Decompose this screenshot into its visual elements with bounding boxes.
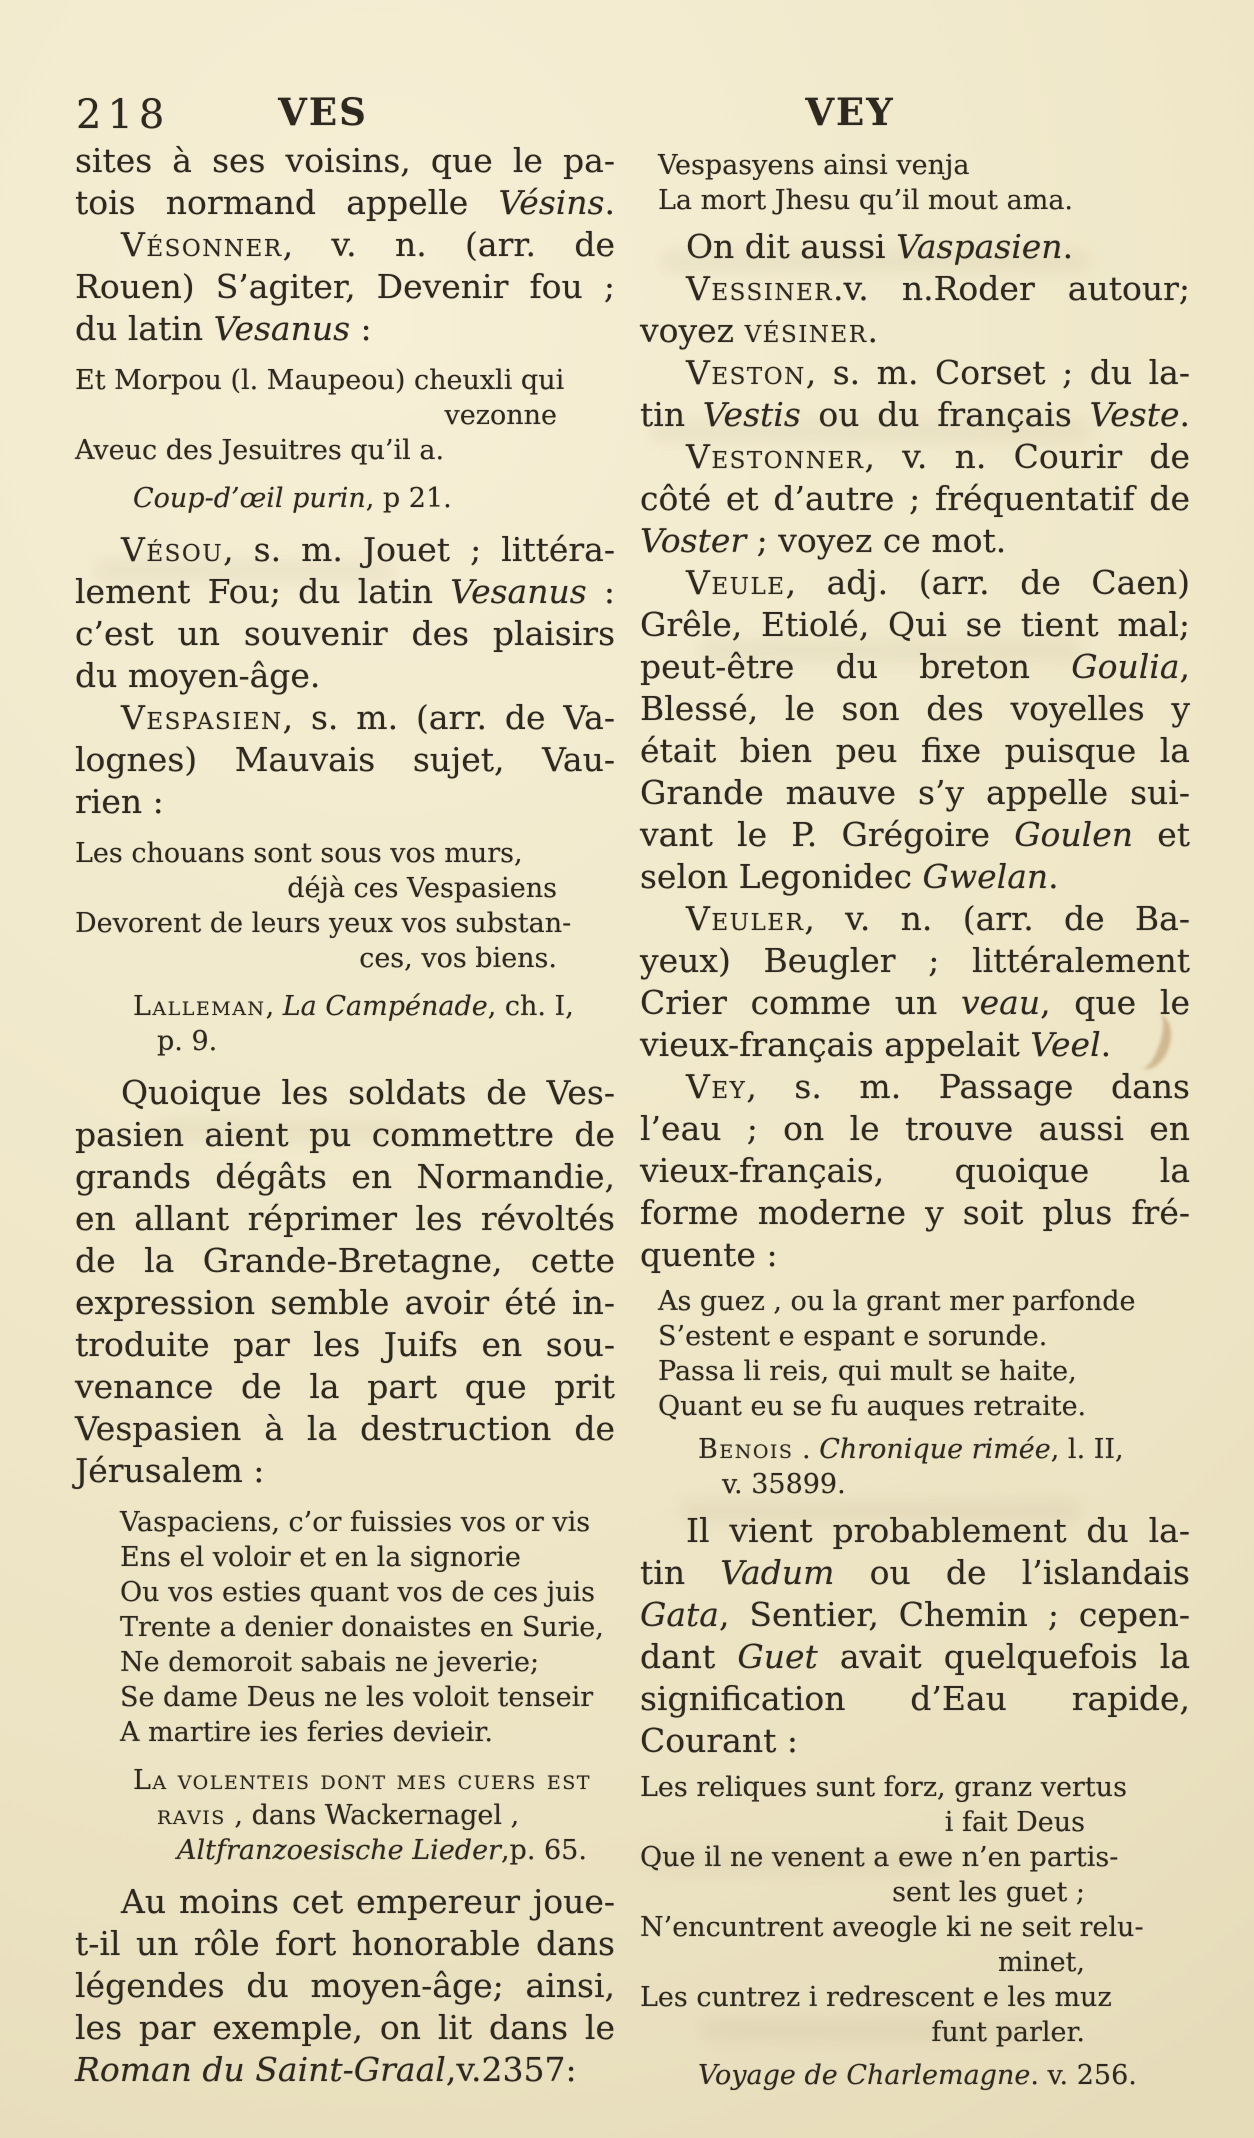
text-line: Vésonner, v. n. (arr. de bbox=[121, 225, 615, 264]
text-line: Grêle, Etiolé, Qui se tient mal; bbox=[640, 605, 1190, 644]
paragraph bbox=[640, 1510, 1190, 1762]
text-line: expression semble avoir été in- bbox=[75, 1283, 615, 1322]
text-line: était bien peu fixe puisque la bbox=[640, 731, 1190, 770]
citation-block bbox=[75, 989, 615, 1059]
text-line: Ens el voloir et en la signorie bbox=[120, 1542, 521, 1573]
text-line: Les chouans sont sous vos murs, bbox=[75, 838, 523, 869]
text-line: en allant réprimer les révoltés bbox=[75, 1199, 615, 1238]
text-line: Aveuc des Jesuitres qu’il a. bbox=[75, 435, 445, 466]
text-line: côté et d’autre ; fréquentatif de bbox=[640, 479, 1190, 518]
quotation-block bbox=[75, 363, 615, 468]
running-head-right: VEY bbox=[805, 90, 895, 134]
paragraph bbox=[640, 1066, 1190, 1276]
column-left bbox=[75, 140, 615, 2091]
text-line: funt parler. bbox=[931, 2017, 1085, 2048]
text-line: Jérusalem : bbox=[75, 1451, 265, 1490]
text-line: tin Vestis ou du français Veste. bbox=[640, 395, 1190, 434]
text-line: Veule, adj. (arr. de Caen) bbox=[686, 563, 1190, 602]
text-line: yeux) Beugler ; littéralement bbox=[640, 941, 1190, 980]
citation-block bbox=[640, 1432, 1190, 1502]
text-line: p. 9. bbox=[157, 1026, 218, 1057]
text-line: rien : bbox=[75, 782, 164, 821]
text-line: vant le P. Grégoire Goulen et bbox=[640, 815, 1190, 854]
page-number: 218 bbox=[76, 92, 171, 138]
text-line: légendes du moyen-âge; ainsi, bbox=[75, 1966, 615, 2005]
text-line: Blessé, le son des voyelles y bbox=[640, 689, 1190, 728]
text-line: Gata, Sentier, Chemin ; cepen- bbox=[640, 1595, 1190, 1634]
text-line: minet, bbox=[997, 1947, 1085, 1978]
text-line: grands dégâts en Normandie, bbox=[75, 1157, 615, 1196]
paragraph bbox=[640, 268, 1190, 352]
text-line: Coup-d’œil purin, p 21. bbox=[133, 483, 452, 514]
text-line: vieux-français appelait Veel. bbox=[640, 1025, 1112, 1064]
text-line: du moyen-âge. bbox=[75, 656, 321, 695]
text-line: Il vient probablement du la- bbox=[686, 1511, 1190, 1550]
text-line: ces, vos biens. bbox=[359, 943, 557, 974]
paragraph bbox=[640, 352, 1190, 436]
quotation-block bbox=[75, 1505, 615, 1750]
running-head-left: VES bbox=[278, 90, 368, 134]
text-line: Quant eu se fu auques retraite. bbox=[658, 1391, 1087, 1422]
text-line: Se dame Deus ne les voloit tenseir bbox=[120, 1682, 594, 1713]
text-line: Ou vos esties quant vos de ces juis bbox=[120, 1577, 595, 1608]
text-line: Vésou, s. m. Jouet ; littéra- bbox=[121, 530, 615, 569]
quotation-block bbox=[75, 836, 615, 976]
text-line: On dit aussi Vaspasien. bbox=[686, 227, 1074, 266]
text-line: Roman du Saint-Graal,v.2357: bbox=[75, 2050, 577, 2089]
text-line: Voster ; voyez ce mot. bbox=[640, 521, 1007, 560]
text-line: Vestonner, v. n. Courir de bbox=[686, 437, 1190, 476]
text-line: Vespasien, s. m. (arr. de Va- bbox=[121, 698, 615, 737]
text-line: vieux-français, quoique la bbox=[640, 1151, 1190, 1190]
text-line: Vespasien à la destruction de bbox=[75, 1409, 615, 1448]
column-right bbox=[640, 140, 1190, 2101]
text-line: La volenteis dont mes cuers est bbox=[133, 1765, 591, 1796]
citation-block bbox=[75, 1763, 615, 1868]
text-line: Veuler, v. n. (arr. de Ba- bbox=[686, 899, 1190, 938]
paragraph bbox=[75, 140, 615, 224]
text-line: Courant : bbox=[640, 1721, 798, 1760]
quotation-block bbox=[640, 1770, 1190, 2050]
text-line: Et Morpou (l. Maupeou) cheuxli qui bbox=[75, 365, 565, 396]
text-line: i fait Deus bbox=[944, 1807, 1085, 1838]
text-line: S’estent e espant e sorunde. bbox=[658, 1321, 1048, 1352]
paragraph bbox=[640, 562, 1190, 898]
text-line: Trente a denier donaistes en Surie, bbox=[120, 1612, 604, 1643]
text-line: tois normand appelle Vésins. bbox=[75, 183, 615, 222]
paragraph bbox=[75, 1072, 615, 1492]
text-line: lement Fou; du latin Vesanus : bbox=[75, 572, 616, 611]
paragraph bbox=[75, 1881, 615, 2091]
text-line: signification d’Eau rapide, bbox=[640, 1679, 1190, 1718]
text-line: Quoique les soldats de Ves- bbox=[121, 1073, 615, 1112]
paragraph bbox=[640, 436, 1190, 562]
text-line: sites à ses voisins, que le pa- bbox=[75, 141, 615, 180]
text-line: c’est un souvenir des plaisirs bbox=[75, 614, 615, 653]
text-line: lognes) Mauvais sujet, Vau- bbox=[75, 740, 615, 779]
text-line: Au moins cet empereur joue- bbox=[121, 1882, 615, 1921]
text-line: Les reliques sunt forz, granz vertus bbox=[640, 1772, 1127, 1803]
paragraph bbox=[640, 226, 1190, 268]
quotation-block bbox=[640, 1284, 1190, 1424]
paragraph bbox=[75, 224, 615, 350]
text-line: Ne demoroit sabais ne jeverie; bbox=[120, 1647, 540, 1678]
text-line: voyez vésiner. bbox=[640, 311, 879, 350]
paragraph bbox=[75, 529, 615, 697]
text-line: du latin Vesanus : bbox=[75, 309, 372, 348]
text-line: pasien aient pu commettre de bbox=[75, 1115, 615, 1154]
text-line: Les cuntrez i redrescent e les muz bbox=[640, 1982, 1112, 2013]
text-line: La mort Jhesu qu’il mout ama. bbox=[658, 185, 1073, 216]
text-line: Voyage de Charlemagne. v. 256. bbox=[698, 2060, 1137, 2091]
text-line: Vey, s. m. Passage dans bbox=[686, 1067, 1190, 1106]
text-line: Que il ne venent a ewe n’en partis- bbox=[640, 1842, 1119, 1873]
text-line: Vessiner.v. n.Roder autour; bbox=[686, 269, 1190, 308]
quotation-block bbox=[640, 148, 1190, 218]
text-line: Benois . Chronique rimée, l. II, bbox=[698, 1434, 1124, 1465]
paragraph bbox=[640, 898, 1190, 1066]
text-line: venance de la part que prit bbox=[75, 1367, 615, 1406]
text-line: A martire ies feries devieir. bbox=[120, 1717, 493, 1748]
citation-block bbox=[75, 481, 615, 516]
text-line: Lalleman, La Campénade, ch. I, bbox=[133, 991, 574, 1022]
text-line: Veston, s. m. Corset ; du la- bbox=[686, 353, 1190, 392]
text-line: ravis , dans Wackernagel , bbox=[157, 1800, 520, 1831]
text-line: Altfranzoesische Lieder,p. 65. bbox=[177, 1835, 587, 1866]
paragraph bbox=[75, 697, 615, 823]
text-line: Passa li reis, qui mult se haite, bbox=[658, 1356, 1077, 1387]
text-line: tin Vadum ou de l’islandais bbox=[640, 1553, 1190, 1592]
text-line: Grande mauve s’y appelle sui- bbox=[640, 773, 1190, 812]
text-line: t-il un rôle fort honorable dans bbox=[75, 1924, 615, 1963]
text-line: troduite par les Juifs en sou- bbox=[75, 1325, 615, 1364]
text-line: Vespasyens ainsi venja bbox=[658, 150, 970, 181]
text-line: forme moderne y soit plus fré- bbox=[640, 1193, 1190, 1232]
text-line: v. 35899. bbox=[722, 1469, 846, 1500]
text-line: les par exemple, on lit dans le bbox=[75, 2008, 615, 2047]
text-line: Crier comme un veau, que le bbox=[640, 983, 1190, 1022]
citation-block bbox=[640, 2058, 1190, 2093]
text-line: dant Guet avait quelquefois la bbox=[640, 1637, 1190, 1676]
text-line: Rouen) S’agiter, Devenir fou ; bbox=[75, 267, 615, 306]
text-line: Devorent de leurs yeux vos substan- bbox=[75, 908, 572, 939]
text-line: N’encuntrent aveogle ki ne seit relu- bbox=[640, 1912, 1144, 1943]
text-line: As guez , ou la grant mer parfonde bbox=[658, 1286, 1136, 1317]
text-line: l’eau ; on le trouve aussi en bbox=[640, 1109, 1190, 1148]
text-line: quente : bbox=[640, 1235, 778, 1274]
text-line: peut-être du breton Goulia, bbox=[640, 647, 1190, 686]
text-line: déjà ces Vespasiens bbox=[287, 873, 557, 904]
text-line: Vaspaciens, c’or fuissies vos or vis bbox=[120, 1507, 591, 1538]
text-line: sent les guet ; bbox=[892, 1877, 1085, 1908]
text-line: de la Grande-Bretagne, cette bbox=[75, 1241, 615, 1280]
text-line: vezonne bbox=[444, 400, 557, 431]
text-line: selon Legonidec Gwelan. bbox=[640, 857, 1059, 896]
